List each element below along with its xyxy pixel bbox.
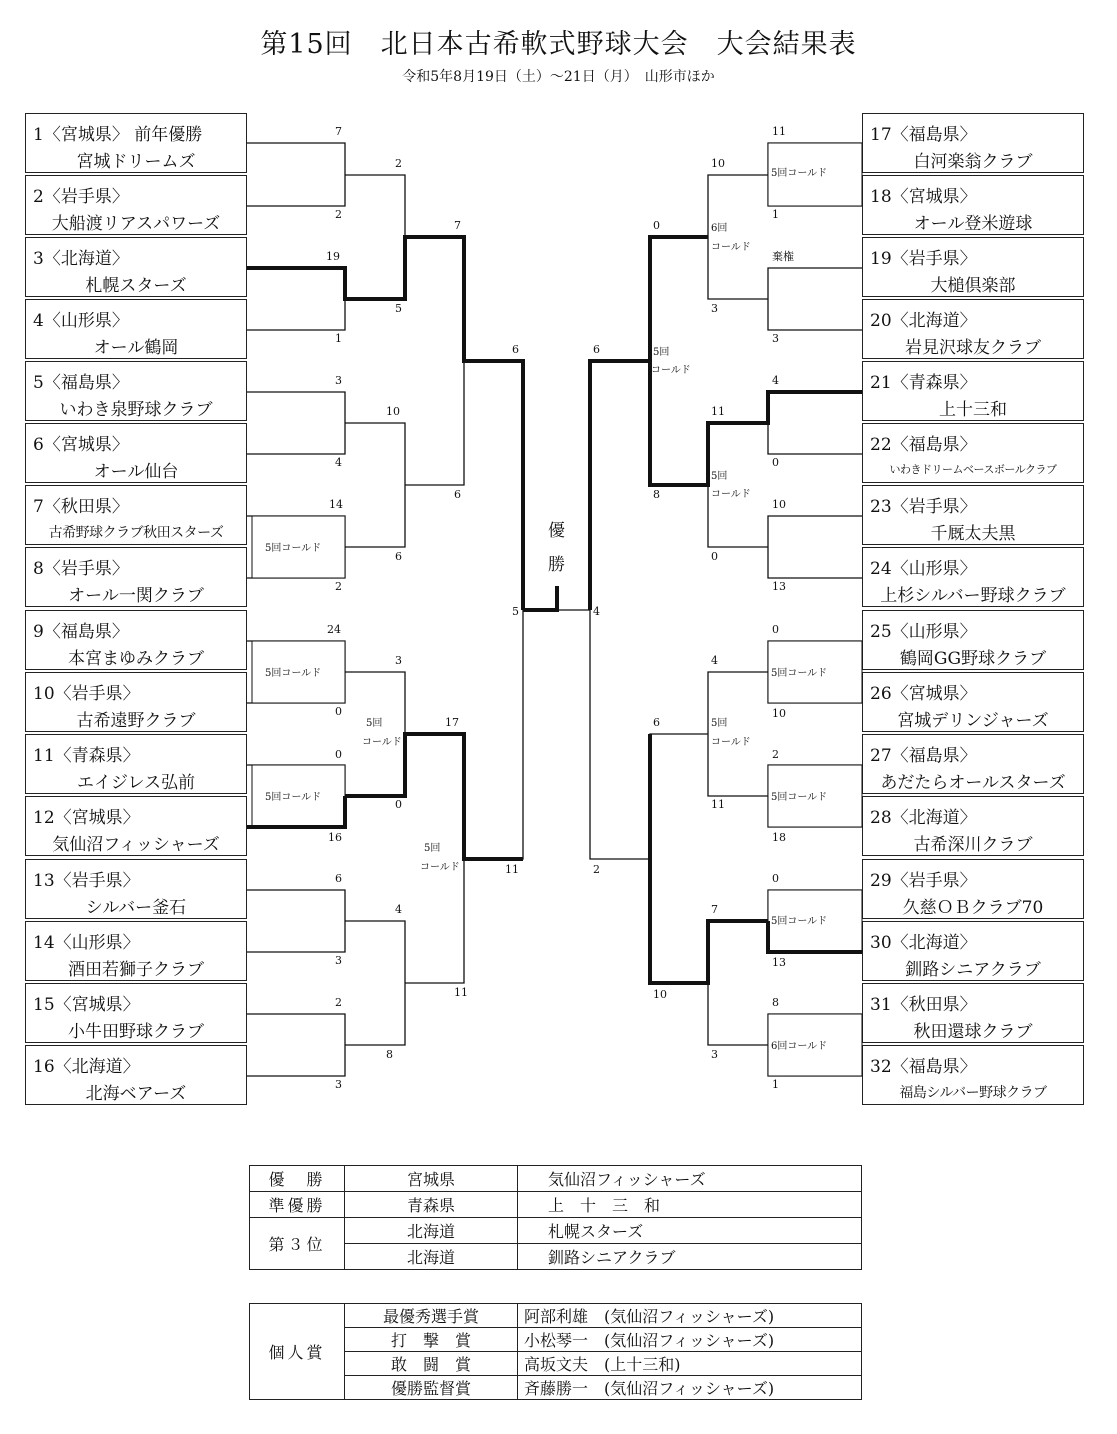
team-pref: 21〈青森県〉: [870, 373, 977, 393]
team-name: オール仙台: [93, 462, 179, 482]
team-name: オール一関クラブ: [68, 586, 204, 606]
team-pref: 12〈宮城県〉: [33, 808, 140, 828]
bracket-line: [247, 1014, 345, 1076]
result-team: 釧路シニアクラブ: [518, 1244, 862, 1270]
score: 3: [395, 654, 402, 667]
team-pref: 31〈秋田県〉: [870, 995, 977, 1015]
bracket-line: [650, 237, 708, 485]
team-pref: 22〈福島県〉: [870, 435, 977, 455]
score: 10: [772, 707, 786, 720]
team-pref: 29〈岩手県〉: [870, 871, 977, 891]
called-note: 5回: [711, 471, 728, 482]
team-name: 本宮まゆみクラブ: [68, 649, 204, 669]
score: 3: [711, 1048, 718, 1061]
bracket-line: [247, 268, 345, 330]
award-winner: 小松琴一 (気仙沼フィッシャーズ): [518, 1328, 862, 1352]
score: 3: [335, 374, 342, 387]
score: 13: [772, 580, 786, 593]
bracket-line: [405, 237, 464, 485]
team-name: 酒田若獅子クラブ: [68, 960, 204, 980]
called-note: 5回コールド: [265, 792, 322, 803]
team-pref: 23〈岩手県〉: [870, 497, 977, 517]
score: 5: [512, 605, 519, 618]
team-name: 宮城デリンジャーズ: [897, 711, 1049, 731]
score: 4: [395, 903, 402, 916]
result-label: 優 勝: [250, 1166, 345, 1192]
team-name: 釧路シニアクラブ: [905, 960, 1041, 980]
called-note: 5回コールド: [265, 543, 322, 554]
team-name: いわきドリームベースボールクラブ: [889, 463, 1057, 476]
award-winner: 斉藤勝一 (気仙沼フィッシャーズ): [518, 1376, 862, 1400]
team-pref: 24〈山形県〉: [870, 559, 977, 579]
team-pref: 19〈岩手県〉: [870, 249, 977, 269]
team-pref: 8〈岩手県〉: [33, 559, 129, 579]
award-name: 敢 闘 賞: [345, 1352, 518, 1376]
called-note: コールド: [651, 365, 691, 376]
team-name: いわき泉野球クラブ: [59, 400, 213, 420]
bracket-line: [708, 423, 768, 547]
score: 6: [512, 343, 519, 356]
team-name: 小牛田野球クラブ: [68, 1022, 204, 1042]
score: 0: [335, 748, 342, 761]
team-pref: 14〈山形県〉: [33, 933, 140, 953]
team-name: あだたらオールスターズ: [880, 773, 1066, 793]
called-note: 5回: [366, 718, 383, 729]
team-pref: 17〈福島県〉: [870, 125, 977, 145]
result-label: 第３位: [250, 1218, 345, 1270]
award-row: [250, 1304, 862, 1328]
team-pref: 10〈岩手県〉: [33, 684, 140, 704]
team-pref: 9〈福島県〉: [33, 622, 129, 642]
team-name: 北海ベアーズ: [85, 1084, 187, 1104]
team-name: 福島シルバー野球クラブ: [899, 1085, 1047, 1101]
score: 3: [711, 302, 718, 315]
team-name: 大槌倶楽部: [930, 276, 1016, 296]
award-winner: 高坂文夫 (上十三和): [518, 1352, 862, 1376]
result-pref: 宮城県: [345, 1166, 518, 1192]
called-note: 5回コールド: [771, 916, 828, 927]
team-pref: 5〈福島県〉: [33, 373, 129, 393]
score: 0: [395, 798, 402, 811]
team-pref: 3〈北海道〉: [33, 249, 129, 269]
awards-label: 個人賞: [250, 1304, 345, 1400]
result-label: 準優勝: [250, 1192, 345, 1218]
champion-label-1: 優: [548, 521, 565, 541]
bracket-line: [247, 890, 345, 952]
score: 0: [335, 705, 342, 718]
result-pref: 青森県: [345, 1192, 518, 1218]
team-pref: 26〈宮城県〉: [870, 684, 977, 704]
bracket-line: [405, 734, 464, 983]
score: 11: [505, 863, 519, 876]
score: 2: [335, 580, 342, 593]
called-note: コールド: [711, 737, 751, 748]
bracket-line: [345, 175, 405, 299]
score: 6: [395, 550, 402, 563]
team-name: オール鶴岡: [93, 338, 179, 358]
score: 0: [772, 456, 779, 469]
team-name: 千厩太夫黒: [930, 524, 1016, 544]
team-name: オール登米遊球: [913, 214, 1033, 234]
score: 3: [772, 332, 779, 345]
score: 11: [711, 405, 725, 418]
score: 2: [335, 996, 342, 1009]
team-name: 大船渡リアスパワーズ: [51, 214, 221, 234]
score: 0: [772, 623, 779, 636]
result-team: 気仙沼フィッシャーズ: [518, 1166, 862, 1192]
score: 0: [711, 550, 718, 563]
score: 3: [335, 1078, 342, 1091]
team-name: 秋田還球クラブ: [913, 1022, 1033, 1042]
award-name: 打 撃 賞: [345, 1328, 518, 1352]
team-name: 札幌スターズ: [85, 276, 187, 296]
winner-line: [650, 237, 862, 485]
team-pref: 27〈福島県〉: [870, 746, 977, 766]
score: 2: [395, 157, 402, 170]
team-name: エイジレス弘前: [76, 773, 196, 793]
score: 4: [711, 654, 718, 667]
called-note: コールド: [362, 737, 402, 748]
score: 5: [395, 302, 402, 315]
score: 8: [772, 996, 779, 1009]
team-pref: 18〈宮城県〉: [870, 187, 977, 207]
award-winner: 阿部利雄 (気仙沼フィッシャーズ): [518, 1304, 862, 1328]
team-name: 上杉シルバー野球クラブ: [880, 586, 1066, 606]
score: 4: [593, 605, 600, 618]
called-note: 5回: [653, 347, 670, 358]
bracket-line: [768, 392, 862, 454]
called-note: 5回: [711, 718, 728, 729]
team-name: 鶴岡GG野球クラブ: [899, 649, 1047, 669]
score: 1: [335, 332, 342, 345]
team-name: 岩見沢球友クラブ: [905, 338, 1041, 358]
bracket-line: [708, 175, 768, 299]
team-name: 久慈ＯＢクラブ70: [902, 898, 1044, 918]
team-pref: 7〈秋田県〉: [33, 497, 129, 517]
score: 7: [711, 903, 718, 916]
score: 棄権: [772, 250, 794, 263]
team-name: 気仙沼フィッシャーズ: [52, 835, 220, 855]
called-note: 5回コールド: [771, 168, 828, 179]
bracket-line: [708, 921, 768, 1045]
score: 24: [327, 623, 341, 636]
team-pref: 15〈宮城県〉: [33, 995, 140, 1015]
score: 18: [772, 831, 786, 844]
winner-line: [590, 361, 650, 610]
score: 0: [772, 872, 779, 885]
result-team: 札幌スターズ: [518, 1218, 862, 1244]
event-dates: 令和5年8月19日（土）～21日（月） 山形市ほか: [402, 69, 715, 85]
score: 7: [335, 125, 342, 138]
champion-label-2: 勝: [548, 555, 565, 575]
awards-table: [249, 1303, 862, 1400]
team-pref: 30〈北海道〉: [870, 933, 977, 953]
award-name: 優勝監督賞: [345, 1376, 518, 1400]
called-note: 5回コールド: [771, 792, 828, 803]
team-name: 宮城ドリームズ: [76, 152, 196, 172]
score: 10: [772, 498, 786, 511]
score: 2: [335, 208, 342, 221]
score: 8: [653, 488, 660, 501]
winner-line: [523, 586, 557, 610]
team-name: シルバー釜石: [85, 898, 187, 918]
page-title: 第15回 北日本古希軟式野球大会 大会結果表: [260, 29, 857, 60]
award-name: 最優秀選手賞: [345, 1304, 518, 1328]
bracket-line: [345, 921, 405, 1045]
score: 10: [711, 157, 725, 170]
called-note: 6回: [711, 223, 728, 234]
called-note: 6回コールド: [771, 1041, 828, 1052]
called-note: 5回: [424, 843, 441, 854]
bracket-line: [247, 392, 345, 454]
score: 1: [772, 1078, 779, 1091]
team-pref: 16〈北海道〉: [33, 1057, 140, 1077]
team-pref: 2〈岩手県〉: [33, 187, 129, 207]
bracket-line: [650, 734, 708, 983]
result-pref: 北海道: [345, 1218, 518, 1244]
bracket-line: [345, 423, 405, 547]
bracket-line: [247, 143, 345, 206]
team-pref: 1〈宮城県〉 前年優勝: [33, 125, 203, 145]
score: 11: [454, 986, 468, 999]
score: 7: [454, 219, 461, 232]
called-note: 5回コールド: [771, 668, 828, 679]
bracket-line: [345, 672, 405, 796]
called-note: コールド: [711, 489, 751, 500]
called-note: コールド: [711, 242, 751, 253]
score: 11: [711, 798, 725, 811]
team-pref: 20〈北海道〉: [870, 311, 977, 331]
score: 4: [335, 456, 342, 469]
team-name: 古希深川クラブ: [913, 835, 1033, 855]
team-pref: 28〈北海道〉: [870, 808, 977, 828]
team-pref: 32〈福島県〉: [870, 1057, 977, 1077]
score: 16: [328, 831, 342, 844]
team-pref: 13〈岩手県〉: [33, 871, 140, 891]
score-labels: [326, 125, 794, 1091]
score: 6: [593, 343, 600, 356]
score: 19: [326, 250, 340, 263]
score: 14: [329, 498, 343, 511]
score: 17: [445, 716, 459, 729]
score: 8: [386, 1048, 393, 1061]
score: 3: [335, 954, 342, 967]
team-pref: 25〈山形県〉: [870, 622, 977, 642]
team-name: 白河楽翁クラブ: [913, 152, 1033, 172]
score: 1: [772, 208, 779, 221]
called-note: コールド: [420, 862, 460, 873]
result-row-third-1: [250, 1218, 862, 1244]
score: 6: [454, 488, 461, 501]
score: 10: [653, 988, 667, 1001]
result-row-champion: [250, 1166, 862, 1192]
team-pref: 6〈宮城県〉: [33, 435, 129, 455]
result-pref: 北海道: [345, 1244, 518, 1270]
result-team: 上 十 三 和: [518, 1192, 862, 1218]
score: 4: [772, 374, 779, 387]
score: 6: [653, 716, 660, 729]
score: 2: [772, 748, 779, 761]
team-name: 上十三和: [939, 400, 1007, 420]
bracket-line: [708, 672, 768, 796]
score: 13: [772, 956, 786, 969]
score: 2: [593, 863, 600, 876]
score: 10: [386, 405, 400, 418]
team-name: 古希野球クラブ秋田スターズ: [48, 525, 224, 541]
called-note: 5回コールド: [265, 668, 322, 679]
team-name: 古希遠野クラブ: [76, 711, 196, 731]
bracket-line: [768, 516, 862, 578]
score: 0: [653, 219, 660, 232]
score: 11: [772, 125, 786, 138]
team-pref: 11〈青森県〉: [33, 746, 140, 766]
score: 6: [335, 872, 342, 885]
result-row-runner-up: [250, 1192, 862, 1218]
bracket-line: [768, 268, 862, 330]
team-pref: 4〈山形県〉: [33, 311, 129, 331]
results-table: [249, 1165, 862, 1270]
